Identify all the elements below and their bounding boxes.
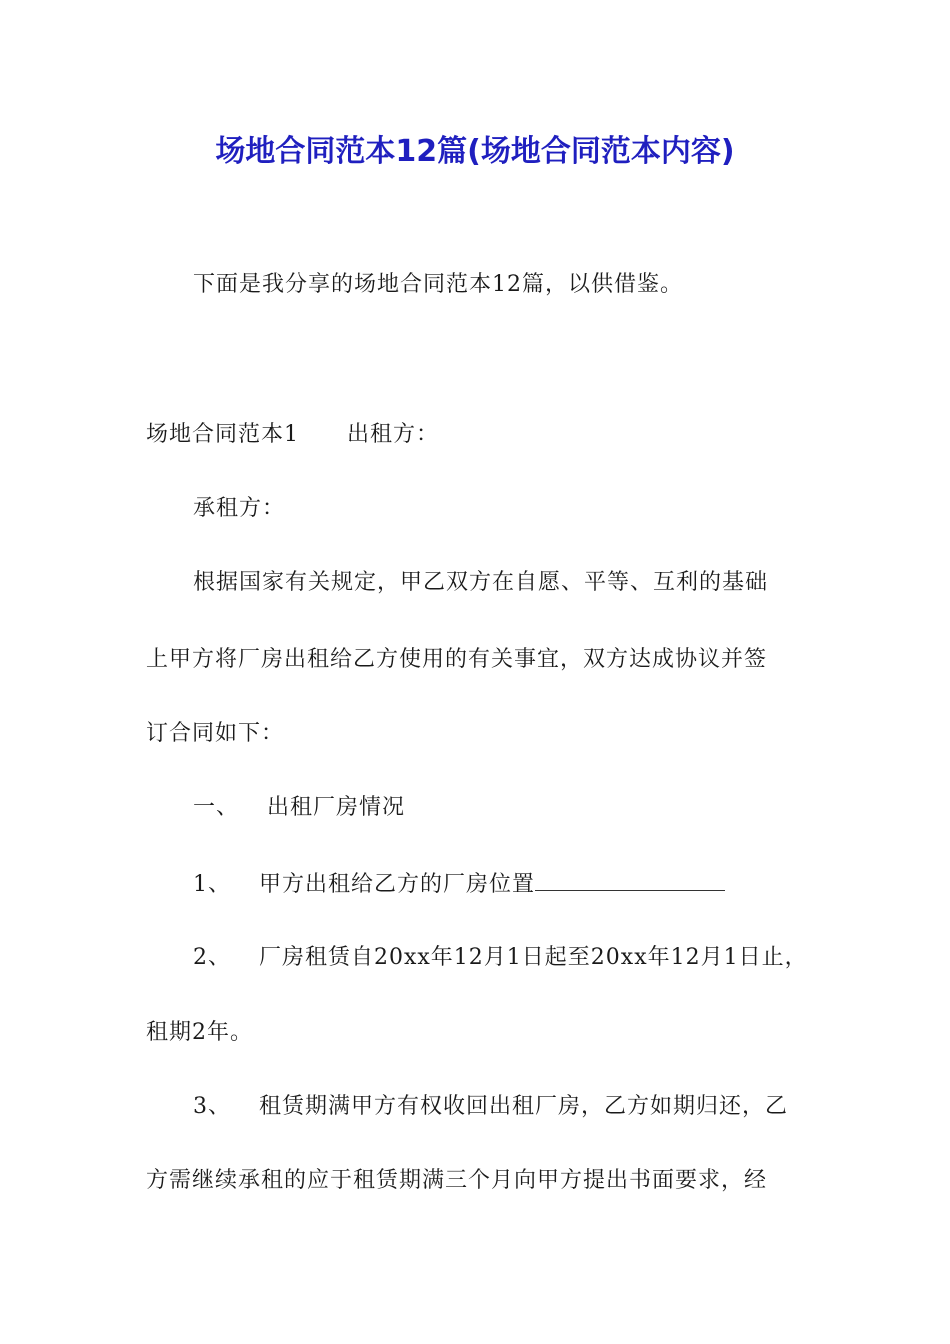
clause-text: 甲方出租给乙方的厂房位置	[259, 872, 536, 897]
clause-marker: 一、	[193, 795, 240, 820]
clause-item	[193, 868, 725, 900]
lessee-label: 承租方：	[193, 496, 286, 521]
clause-item	[193, 1092, 788, 1122]
clause-text: 租赁期满甲方有权收回出租厂房，乙方如期归还，乙	[259, 1094, 789, 1119]
section-heading-line	[146, 420, 439, 450]
clause-marker: 3、	[193, 1094, 231, 1119]
clause-marker: 2、	[193, 945, 231, 970]
paragraph-line: 根据国家有关规定，甲乙双方在自愿、平等、互利的基础	[193, 570, 769, 595]
paragraph-line: 方需继续承租的应于租赁期满三个月向甲方提出书面要求，经	[146, 1168, 768, 1193]
fill-in-blank	[535, 868, 725, 891]
intro-paragraph: 下面是我分享的场地合同范本12篇，以供借鉴。	[193, 272, 683, 297]
lessor-label: 出租方：	[347, 422, 440, 447]
clause-text: 厂房租赁自20xx年12月1日起至20xx年12月1日止，	[259, 945, 808, 970]
document-title: 场地合同范本12篇(场地合同范本内容)	[215, 134, 735, 169]
clause-text: 出租厂房情况	[267, 795, 406, 820]
clause-item	[193, 943, 808, 973]
clause-heading	[193, 793, 405, 823]
paragraph-line: 上甲方将厂房出租给乙方使用的有关事宜，双方达成协议并签	[146, 647, 768, 672]
clause-marker: 1、	[193, 872, 231, 897]
section-heading: 场地合同范本1	[146, 422, 299, 447]
paragraph-line: 租期2年。	[146, 1020, 253, 1045]
paragraph-line: 订合同如下：	[146, 721, 285, 746]
